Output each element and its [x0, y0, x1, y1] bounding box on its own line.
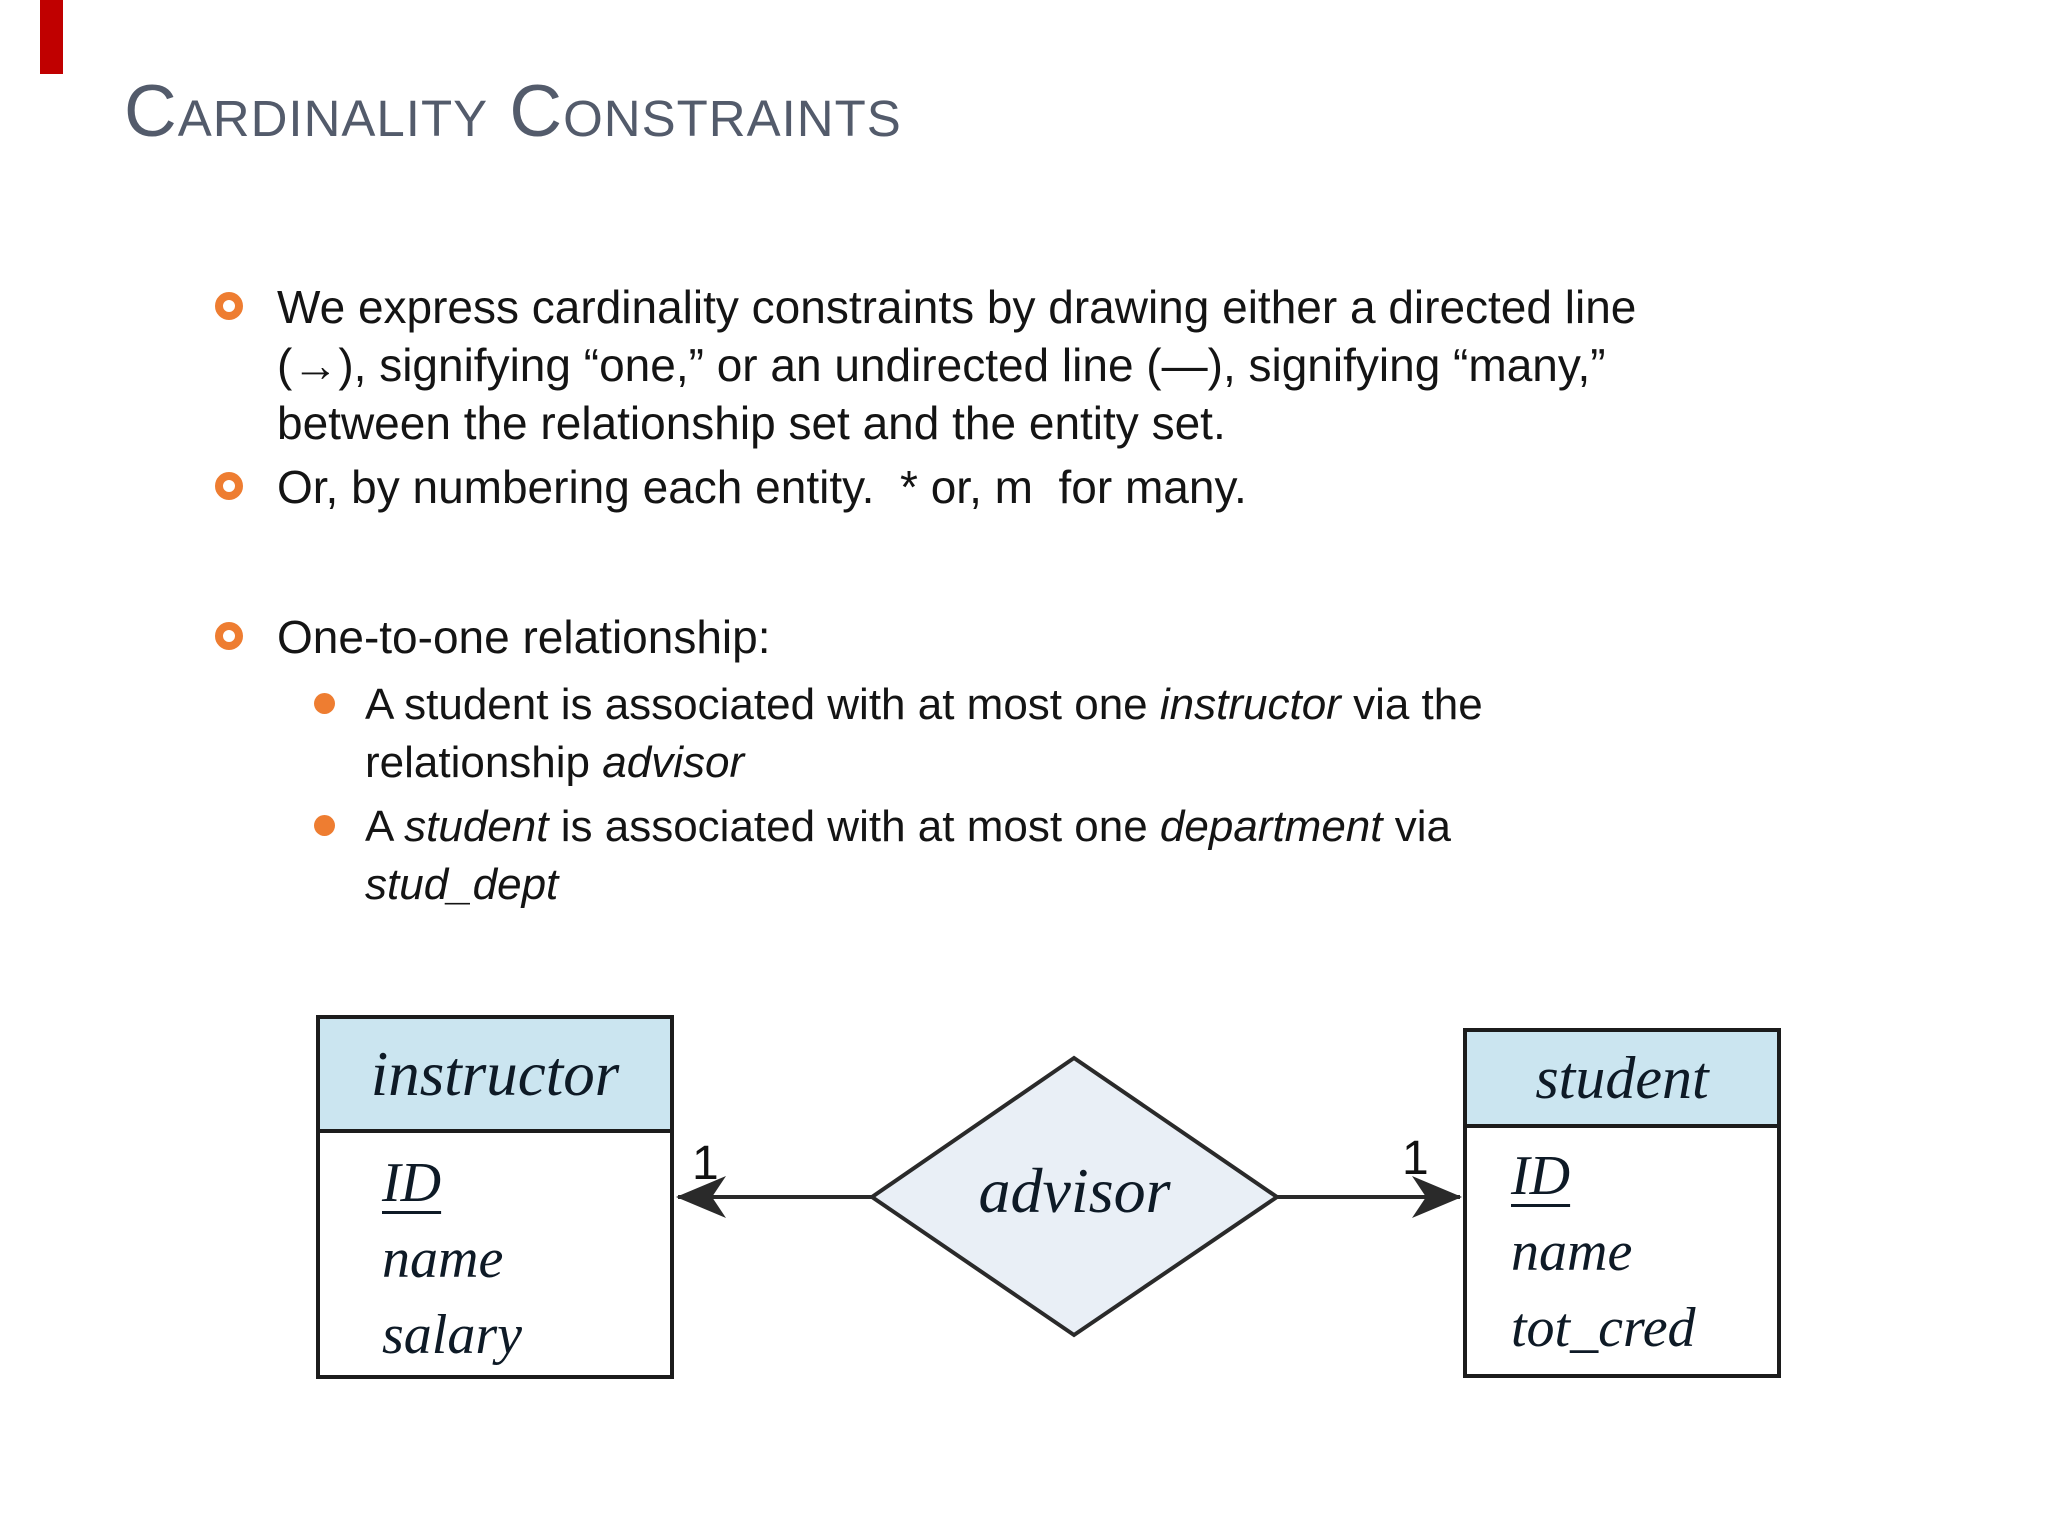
bullet-text: We express cardinality constraints by drawing either a directed line (→), signifying “one,” or an undirected line (—), signifying “many,” between the relationship set and the entity set.	[277, 281, 1637, 449]
cardinality-label-left: 1	[692, 1137, 719, 1190]
attribute-salary: salary	[382, 1304, 522, 1366]
entity-attributes	[1467, 1128, 1777, 1366]
sub-bullet-text: A student is associated with at most one department via stud_dept	[365, 802, 1451, 909]
attribute-name: name	[1511, 1221, 1633, 1283]
bullet-text: Or, by numbering each entity. * or, m for many.	[277, 461, 1247, 513]
attribute-id: ID	[1511, 1145, 1571, 1207]
entity-name: instructor	[370, 1038, 620, 1109]
sub-bullet-text: A student is associated with at most one instructor via the relationship advisor	[365, 680, 1483, 787]
cardinality-label-right: 1	[1402, 1132, 1429, 1185]
attribute-name: name	[382, 1228, 504, 1290]
entity-attributes	[320, 1133, 670, 1373]
entity-header	[320, 1019, 670, 1133]
entity-instructor	[316, 1015, 674, 1379]
attribute-tot-cred: tot_cred	[1511, 1297, 1696, 1359]
page-title: Cardinality Constraints	[124, 71, 902, 152]
bullet-text: One-to-one relationship:	[277, 611, 771, 663]
entity-name: student	[1535, 1044, 1709, 1111]
entity-student	[1463, 1028, 1781, 1378]
relationship-name: advisor	[978, 1155, 1171, 1226]
entity-header	[1467, 1032, 1777, 1128]
attribute-id: ID	[382, 1152, 442, 1214]
